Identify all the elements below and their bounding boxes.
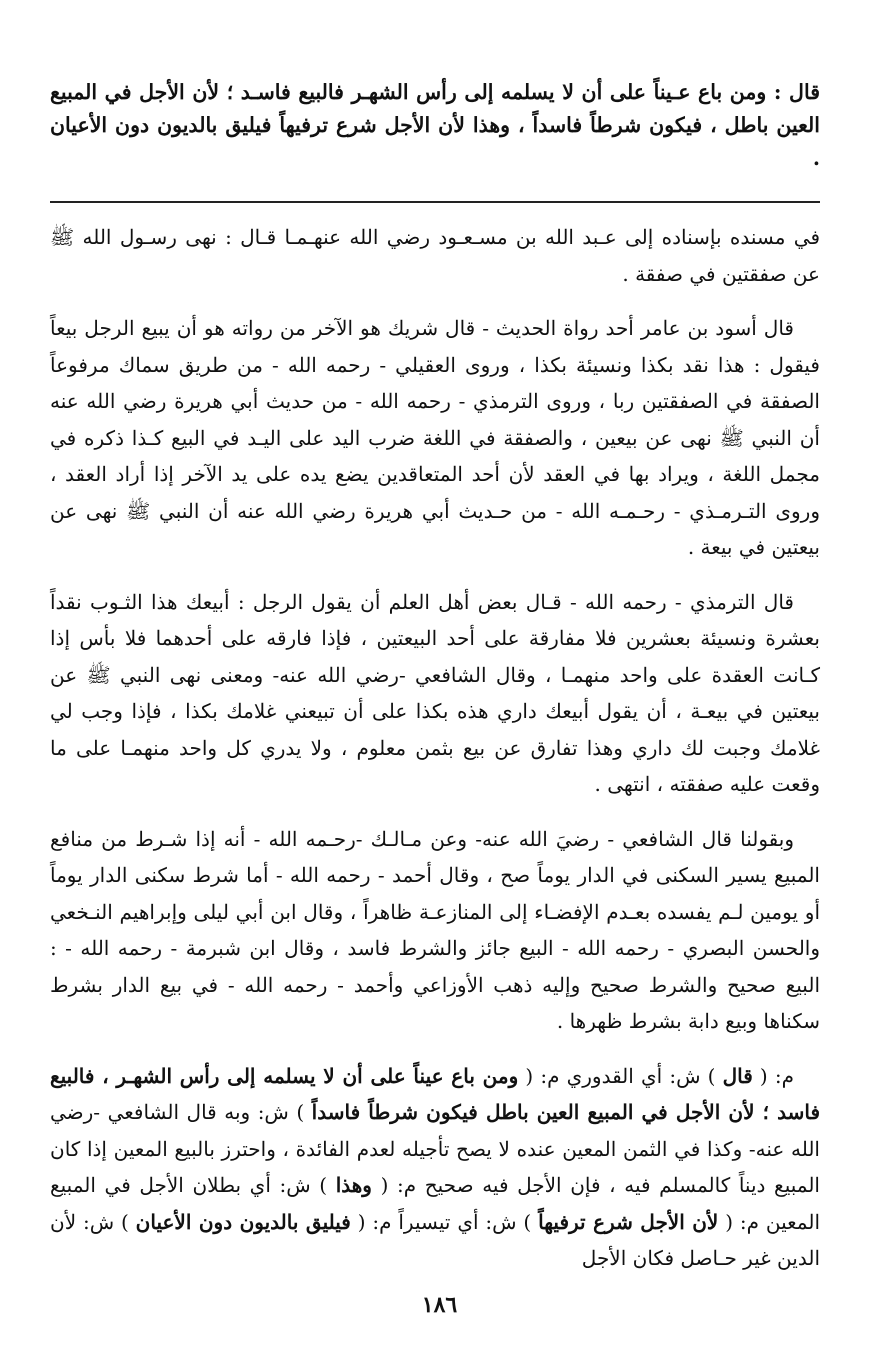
footnote-divider (50, 201, 820, 203)
commentary-segment: م: ( (752, 1063, 794, 1088)
commentary-segment: فيليق بالديون دون الأعيان (135, 1209, 351, 1234)
commentary-segment: ) ش: لأن الدين غير حـاصل فكان الأجل (50, 1209, 820, 1270)
footnote-paragraph-2: قال أسود بن عامر أحد رواة الحديث - قال شريك هو الآخر من رواته هو أن يبيع الرجل بيعاً فيقول : هذا نقد بكذا ونسيئة بكذا ، وروى العقيلي - رحمه الله - من طريق سماك مرفوعاً الصفقة في الصفقتين ربا ، وروى الترمذي - رحمه الله - من حديث أبي هريرة رضي الله عنه أن النبي ﷺ نهى عن بيعين ، والصفقة في اللغة ضرب اليد على اليـد في البيع كـذا ذكره في مجمل اللغة ، ويراد بها في العقد لأن أحد المتعاقدين يضع يده على يد الآخر إذا أراد العقد ، وروى التـرمـذي - رحـمـه الله - من حـديث أبي هريرة رضي الله عنه أن النبي ﷺ نهى عن بيعتين في بيعة . (50, 316, 820, 559)
commentary-segment: ) ش: أي القدوري م: ( (518, 1063, 723, 1088)
commentary-segment: ) ش: وبه قال الشافعي -رضي الله عنه- وكذا في الثمن المعين عنده لا يصح تأجيله لعدم الفائدة ، واحترز بالبيع المعين إذا كان المبيع ديناً كالمسلم فيه ، فإن الأجل فيه صحيح م: ( (50, 1100, 820, 1197)
commentary-paragraph (50, 1058, 820, 1277)
commentary-segment: ) ش: أي تيسيراً م: ( (350, 1209, 539, 1234)
page-number: ١٨٦ (421, 1292, 458, 1318)
commentary-segment: وهذا (335, 1173, 372, 1197)
commentary-segment: ومن باع عيناً على أن لا يسلمه إلى رأس الشهـر ، فالبيع فاسد ؛ لأن الأجل في المبيع العين باطل فيكون شرطاً فاسداً (50, 1063, 821, 1124)
commentary-segment: ) ش: أي بطلان الأجل في المبيع المعين م: ( (50, 1173, 821, 1234)
page-body (50, 76, 820, 1295)
commentary-segment: لأن الأجل شرع ترفيهاً (538, 1209, 719, 1234)
footnote-paragraph-1: في مسنده بإسناده إلى عـبد الله بن مسـعـود رضي الله عنهـمـا قـال : نهى رسـول الله ﷺ عن صفقتين في صفقة . (50, 225, 820, 286)
main-text: قال : ومن باع عـيناً على أن لا يسلمه إلى رأس الشهـر فالبيع فاسـد ؛ لأن الأجل في المبيع العين باطل ، فيكون شرطاً فاسداً ، وهذا لأن الأجل شرع ترفيهاً فيليق بالديون دون الأعيان . (50, 80, 820, 170)
footnote-paragraph-3: قال الترمذي - رحمه الله - قـال بعض أهل العلم أن يقول الرجل : أبيعك هذا الثـوب نقداً بعشرة ونسيئة بعشرين فلا مفارقة على أحد البيعتين ، فإذا فارقه على أحدهما فلا بأس إذا كـانت العقدة على واحد منهمـا ، وقال الشافعي -رضي الله عنه- ومعنى نهى النبي ﷺ عن بيعتين في بيعـة ، أن يقول أبيعك داري هذه بكذا على أن تبيعني غلامك بكذا ، فإذا وجب لي غلامك وجبت لك داري وهذا تفارق عن بيع بثمن معلوم ، ولا يدري كل واحد منهمـا على ما وقعت عليه صفقته ، انتهى . (50, 589, 820, 796)
commentary-segment: قال (722, 1063, 753, 1088)
footnote-paragraph-4: وبقولنا قال الشافعي - رضيَ الله عنه- وعن مـالـك -رحـمه الله - أنه إذا شـرط من منافع المبيع يسير السكنى في الدار يوماً صح ، وقال أحمد - رحمه الله - أما شرط سكنى الدار يوماً أو يومين لـم يفسده بعـدم الإفضـاء إلى المنازعـة ظاهراً ، وقال ابن أبي ليلى وإبراهيم النـخعي والحسن البصري - رحمه الله - البيع جائز والشرط فاسد ، وقال ابن شبرمة - رحمه الله - : البيع صحيح والشرط صحيح وإليه ذهب الأوزاعي وأحمد - رحمه الله - في بيع الدار بشرط سكناها وبيع دابة بشرط ظهرها . (50, 826, 820, 1033)
